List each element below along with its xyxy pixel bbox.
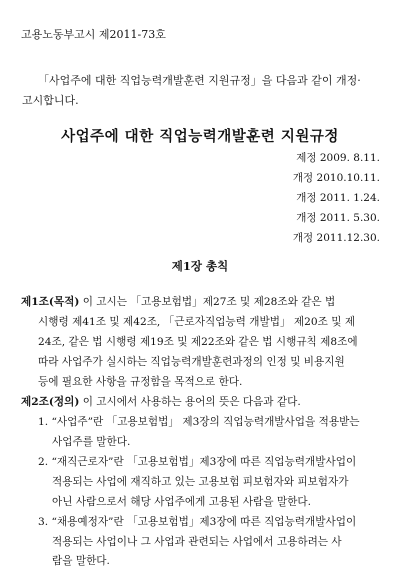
definition-item-continuation: 적용되는 사업이나 그 사업과 관련되는 사업에서 고용하려는 사: [52, 536, 342, 548]
notice-number: 고용노동부고시 제2011-73호: [21, 28, 166, 41]
regulation-title: 사업주에 대한 직업능력개발훈련 지원규정: [61, 128, 339, 145]
history-entry: 개정 2011.12.30.: [292, 232, 380, 244]
history-entry: 개정 2011. 5.30.: [296, 212, 380, 224]
article-1-first-line: [21, 294, 335, 309]
article-1-line: 따라 사업주가 실시하는 직업능력개발훈련과정의 인정 및 비용지원: [38, 356, 345, 368]
definition-item-continuation: 아닌 사람으로서 해당 사업주에게 고용된 사람을 말한다.: [52, 496, 311, 508]
chapter-title: 제1장 총칙: [171, 259, 229, 273]
definition-item-continuation: 사업주를 말한다.: [52, 436, 131, 448]
article-1-heading: 제1조(목적): [21, 296, 80, 308]
article-2-first-line: [21, 394, 301, 409]
history-entry: 개정 2010.10.11.: [292, 172, 380, 184]
article-1-line: 등에 필요한 사항을 규정함을 목적으로 한다.: [38, 376, 243, 388]
history-entry: 제정 2009. 8.11.: [296, 152, 380, 164]
definition-item: 2. “재직근로자”란 「고용보험법」제3장에 따른 직업능력개발사업이: [38, 456, 357, 468]
article-1-line: 시행령 제41조 및 제42조, 「근로자직업능력 개발법」 제20조 및 제: [38, 316, 356, 328]
definition-item: 3. “채용예정자”란 「고용보험법」제3장에 따른 직업능력개발사업이: [38, 516, 357, 528]
article-1-line: 24조, 같은 법 시행령 제19조 및 제22조와 같은 법 시행규칙 제8조에: [38, 336, 358, 348]
article-1-text: 이 고시는 「고용보험법」제27조 및 제28조와 같은 법: [79, 296, 336, 308]
definition-item-continuation: 람을 말한다.: [52, 555, 110, 567]
definition-item: 1. “사업주”란 「고용보험법」 제3장의 직업능력개발사업을 적용받는: [38, 416, 360, 428]
definition-item-continuation: 적용되는 사업에 재직하고 있는 고용보험 피보험자와 피보험자가: [52, 476, 349, 488]
intro-line-2: 고시합니다.: [22, 94, 79, 107]
intro-line-1: 「사업주에 대한 직업능력개발훈련 지원규정」을 다음과 같이 개정·: [38, 74, 361, 87]
history-entry: 개정 2011. 1.24.: [296, 192, 380, 204]
article-2-heading: 제2조(정의): [21, 396, 80, 408]
article-2-text: 이 고시에서 사용하는 용어의 뜻은 다음과 같다.: [79, 396, 301, 408]
